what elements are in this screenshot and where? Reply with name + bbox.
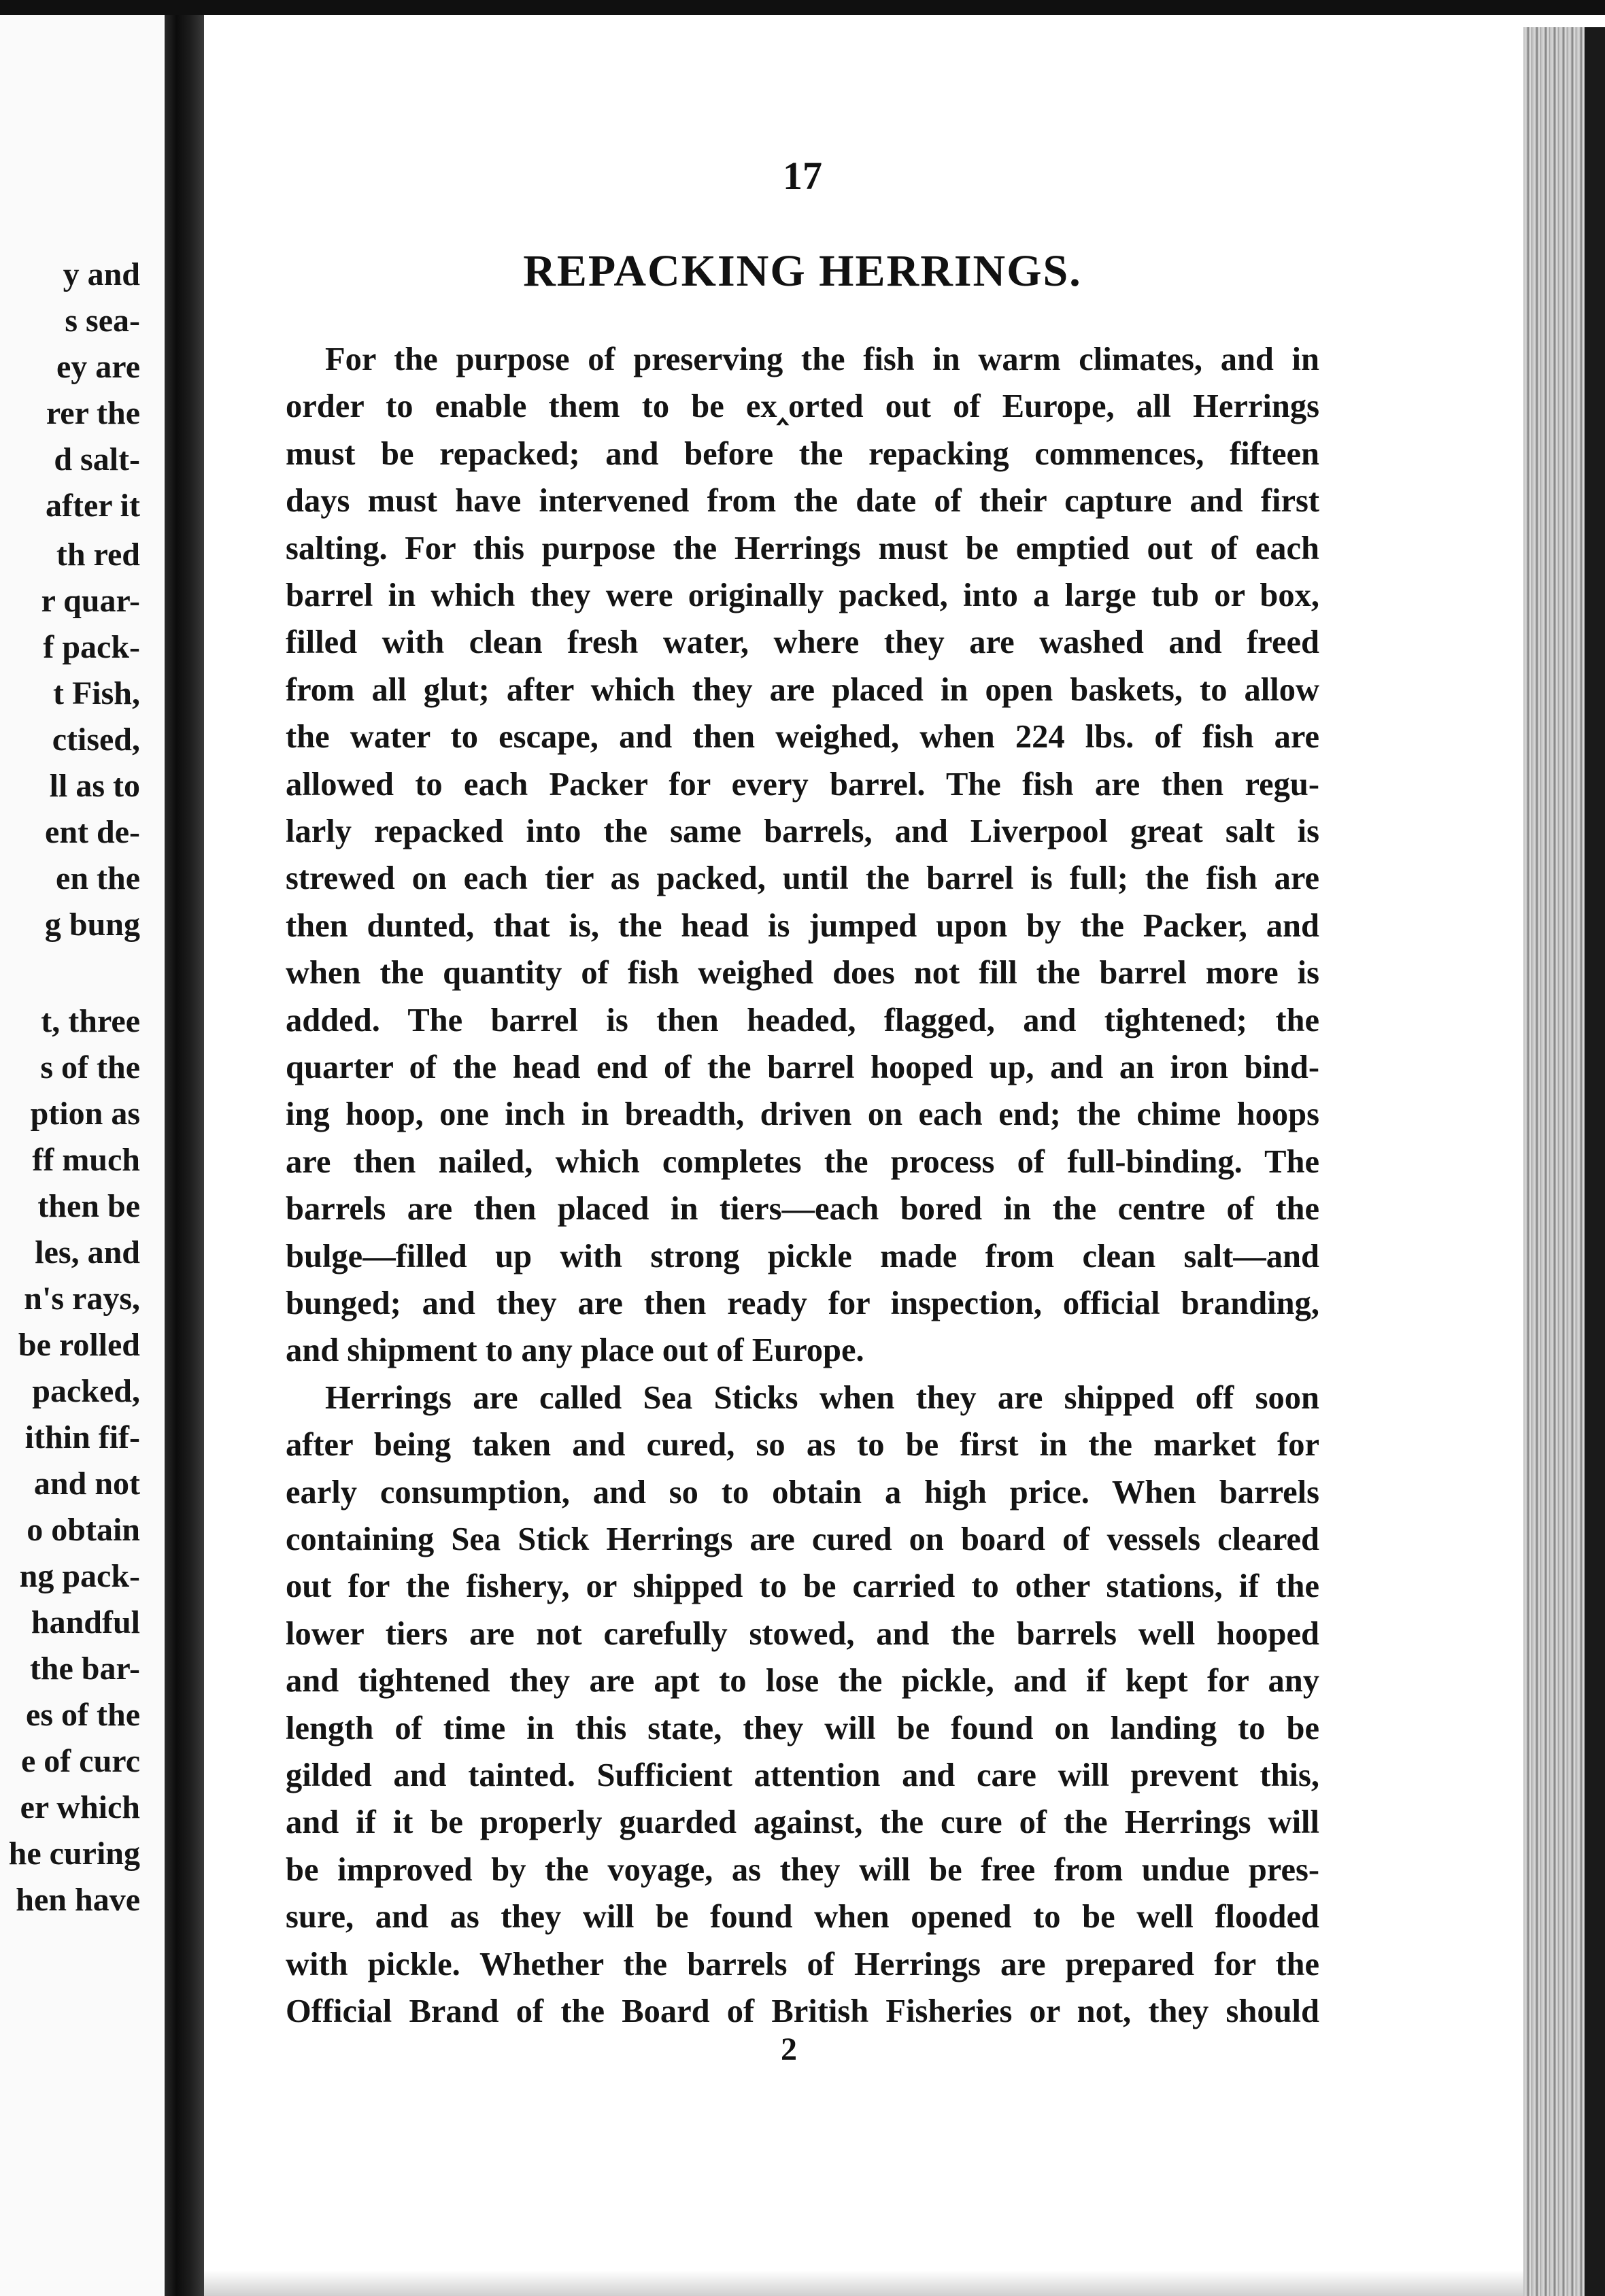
body-line: must be repacked; and before the repacking commences, fifteen xyxy=(286,436,1319,472)
body-line: days must have intervened from the date of their capture and first xyxy=(286,483,1319,519)
body-line: early consumption, and so to obtain a high price. When barrels xyxy=(286,1474,1319,1510)
previous-page-line: ithin fif- xyxy=(24,1419,140,1455)
body-line: when the quantity of fish weighed does not fill the barrel more is xyxy=(286,955,1319,991)
previous-page-line: t Fish, xyxy=(52,675,140,711)
signature-mark: 2 xyxy=(781,2031,797,2067)
previous-page-line: ey are xyxy=(56,349,140,385)
previous-page-line: ctised, xyxy=(52,722,140,758)
previous-page-line: ent de- xyxy=(45,814,140,850)
body-line: bulge—filled up with strong pickle made from clean salt—and xyxy=(286,1238,1319,1274)
body-line: with pickle. Whether the barrels of Herrings are prepared for the xyxy=(286,1946,1319,1982)
body-line: quarter of the head end of the barrel hooped up, and an iron bind- xyxy=(286,1049,1319,1085)
body-line: added. The barrel is then headed, flagged, and tightened; the xyxy=(286,1002,1319,1039)
body-line: ing hoop, one inch in breadth, driven on each end; the chime hoops xyxy=(286,1096,1319,1132)
body-line: the water to escape, and then weighed, when 224 lbs. of fish are xyxy=(286,719,1319,755)
previous-page-line: ption as xyxy=(30,1096,140,1132)
body-line: be improved by the voyage, as they will be free from undue pres- xyxy=(286,1852,1319,1888)
previous-page-line: ll as to xyxy=(49,768,140,804)
previous-page-line: ff much xyxy=(32,1142,140,1178)
body-line: allowed to each Packer for every barrel. The fish are then regu- xyxy=(286,766,1319,803)
previous-page-line: g bung xyxy=(44,907,140,943)
previous-page-line: s sea- xyxy=(65,303,140,339)
previous-page-line: he curing xyxy=(8,1836,140,1872)
scan-top-edge xyxy=(0,0,1605,15)
body-line: Herrings are called Sea Sticks when they are shipped off soon xyxy=(325,1380,1319,1416)
previous-page-line: the bar- xyxy=(29,1651,140,1687)
body-line: then dunted, that is, the head is jumped upon by the Packer, and xyxy=(286,908,1319,944)
previous-page-line: t, three xyxy=(41,1003,140,1039)
scan-right-edge xyxy=(1585,27,1605,2296)
previous-page-line: hen have xyxy=(16,1882,140,1918)
previous-page-line: o obtain xyxy=(27,1512,140,1548)
page-bottom-edge xyxy=(204,2232,1530,2296)
previous-page-line: be rolled xyxy=(18,1327,140,1363)
previous-page-line: n's rays, xyxy=(24,1281,140,1317)
previous-page-line: then be xyxy=(37,1188,140,1224)
previous-page-line: after it xyxy=(45,488,140,524)
body-line: barrel in which they were originally packed, into a large tub or box, xyxy=(286,577,1319,613)
body-line: order to enable them to be ex‸orted out of Europe, all Herrings xyxy=(286,388,1319,424)
body-line: from all glut; after which they are placed in open baskets, to allow xyxy=(286,672,1319,708)
body-line: bunged; and they are then ready for inspection, official branding, xyxy=(286,1285,1319,1321)
previous-page-line: s of the xyxy=(40,1049,140,1085)
body-line: salting. For this purpose the Herrings must be emptied out of each xyxy=(286,530,1319,567)
binding-gutter xyxy=(165,15,204,2296)
previous-page-line: rer the xyxy=(46,395,140,431)
body-line: gilded and tainted. Sufficient attention and care will prevent this, xyxy=(286,1757,1319,1793)
body-line: barrels are then placed in tiers—each bored in the centre of the xyxy=(286,1191,1319,1227)
body-line: and shipment to any place out of Europe. xyxy=(286,1332,864,1368)
body-line: and tightened they are apt to lose the pickle, and if kept for any xyxy=(286,1663,1319,1699)
body-line: For the purpose of preserving the fish in warm climates, and in xyxy=(325,341,1319,377)
previous-page-line: les, and xyxy=(35,1234,140,1270)
previous-page-line: r quar- xyxy=(41,583,140,619)
previous-page-line: f pack- xyxy=(43,629,140,665)
previous-page-line: er which xyxy=(20,1789,140,1825)
body-line: out for the fishery, or shipped to be carried to other stations, if the xyxy=(286,1568,1319,1604)
previous-page-line: d salt- xyxy=(54,441,140,477)
body-line: filled with clean fresh water, where they are washed and freed xyxy=(286,624,1319,660)
previous-page-line: es of the xyxy=(26,1697,140,1733)
previous-page-line: e of curc xyxy=(20,1743,140,1779)
body-line: are then nailed, which completes the process of full-binding. The xyxy=(286,1144,1319,1180)
previous-page-line: and not xyxy=(33,1466,140,1502)
previous-page-line: y and xyxy=(63,256,140,292)
previous-page-line: ng pack- xyxy=(19,1558,140,1594)
page-number: 17 xyxy=(783,154,822,198)
body-line: length of time in this state, they will be found on landing to be xyxy=(286,1710,1319,1746)
previous-page-line: handful xyxy=(31,1604,140,1640)
previous-page-line: th red xyxy=(56,537,140,573)
body-line: larly repacked into the same barrels, and Liverpool great salt is xyxy=(286,813,1319,849)
body-line: and if it be properly guarded against, the cure of the Herrings will xyxy=(286,1804,1319,1840)
body-line: sure, and as they will be found when opened to be well flooded xyxy=(286,1899,1319,1935)
previous-page-line: en the xyxy=(56,860,140,896)
section-heading: REPACKING HERRINGS. xyxy=(523,246,1082,296)
body-line: lower tiers are not carefully stowed, and the barrels well hooped xyxy=(286,1616,1319,1652)
body-line: after being taken and cured, so as to be first in the market for xyxy=(286,1427,1319,1463)
previous-page-fragment xyxy=(0,15,163,2296)
body-line: Official Brand of the Board of British Fisheries or not, they should xyxy=(286,1993,1319,2029)
previous-page-line: packed, xyxy=(32,1373,140,1409)
body-line: strewed on each tier as packed, until the barrel is full; the fish are xyxy=(286,860,1319,896)
body-line: containing Sea Stick Herrings are cured on board of vessels cleared xyxy=(286,1521,1319,1557)
